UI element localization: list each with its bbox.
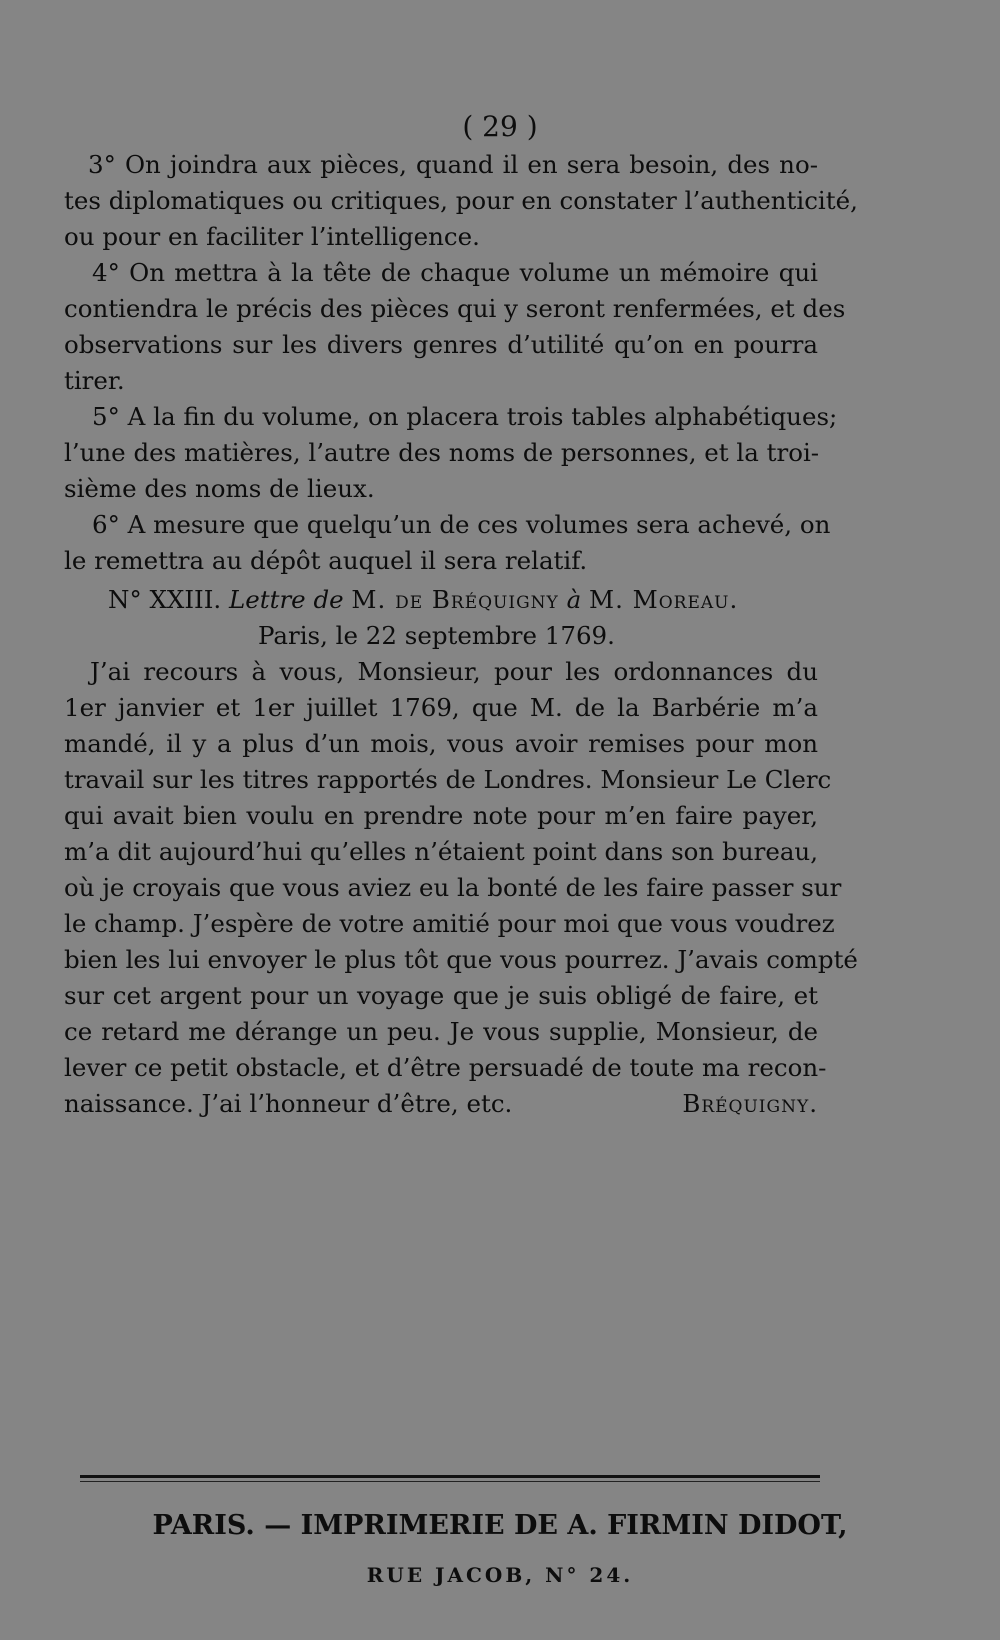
page-number: ( 29 ) bbox=[462, 110, 538, 143]
text-line: 6° A mesure que quelqu’un de ces volumes sera achevé, on bbox=[92, 510, 831, 539]
letter-line: J’ai recours à vous, Monsieur, pour les ordonnances du bbox=[90, 657, 818, 686]
letter-line: bien les lui envoyer le plus tôt que vous pourrez. J’avais compté bbox=[64, 945, 858, 974]
letter-line: où je croyais que vous aviez eu la bonté de les faire passer sur bbox=[64, 873, 842, 902]
letter-line: 1er janvier et 1er juillet 1769, que M. de la Barbérie m’a bbox=[64, 693, 818, 722]
letter-closing: naissance. J’ai l’honneur d’être, etc. bbox=[64, 1089, 513, 1118]
text-line: tirer. bbox=[64, 366, 125, 395]
printer-imprint: PARIS. — IMPRIMERIE DE A. FIRMIN DIDOT, bbox=[152, 1510, 848, 1541]
text-line: le remettra au dépôt auquel il sera relatif. bbox=[64, 546, 588, 575]
footer-rule-thin bbox=[80, 1481, 820, 1482]
text-line: l’une des matières, l’autre des noms de personnes, et la troi- bbox=[64, 438, 820, 467]
text-line: 4° On mettra à la tête de chaque volume un mémoire qui bbox=[92, 258, 818, 287]
letter-line: le champ. J’espère de votre amitié pour moi que vous voudrez bbox=[64, 909, 835, 938]
letter-sender: M. de Bréquigny bbox=[351, 585, 559, 614]
text-line: tes diplomatiques ou critiques, pour en constater l’authenticité, bbox=[64, 186, 858, 215]
signature: Bréquigny. bbox=[682, 1089, 818, 1118]
letter-preposition: à bbox=[566, 585, 582, 614]
letter-line: m’a dit aujourd’hui qu’elles n’étaient point dans son bureau, bbox=[64, 837, 818, 866]
letter-line: lever ce petit obstacle, et d’être persuadé de toute ma recon- bbox=[64, 1053, 827, 1082]
letter-line: mandé, il y a plus d’un mois, vous avoir remises pour mon bbox=[64, 729, 818, 758]
letter-closing-line bbox=[64, 1086, 818, 1122]
letter-recipient: M. Moreau. bbox=[589, 585, 739, 614]
dateline: Paris, le 22 septembre 1769. bbox=[258, 621, 615, 650]
letter-line: ce retard me dérange un peu. Je vous supplie, Monsieur, de bbox=[64, 1017, 818, 1046]
letter-line: sur cet argent pour un voyage que je suis obligé de faire, et bbox=[64, 981, 818, 1010]
letter-heading bbox=[108, 582, 808, 618]
text-line: 3° On joindra aux pièces, quand il en sera besoin, des no- bbox=[88, 150, 818, 179]
letter-line: qui avait bien voulu en prendre note pour m’en faire payer, bbox=[64, 801, 818, 830]
text-line: observations sur les divers genres d’utilité qu’on en pourra bbox=[64, 330, 818, 359]
letter-number: N° XXIII. bbox=[108, 585, 222, 614]
text-line: 5° A la fin du volume, on placera trois tables alphabétiques; bbox=[92, 402, 838, 431]
printer-address: RUE JACOB, N° 24. bbox=[366, 1563, 634, 1587]
letter-line: travail sur les titres rapportés de Londres. Monsieur Le Clerc bbox=[64, 765, 832, 794]
text-line: sième des noms de lieux. bbox=[64, 474, 375, 503]
text-line: contiendra le précis des pièces qui y seront renfermées, et des bbox=[64, 294, 846, 323]
footer-rule bbox=[80, 1475, 820, 1478]
text-line: ou pour en faciliter l’intelligence. bbox=[64, 222, 480, 251]
letter-title: Lettre de bbox=[228, 585, 344, 614]
